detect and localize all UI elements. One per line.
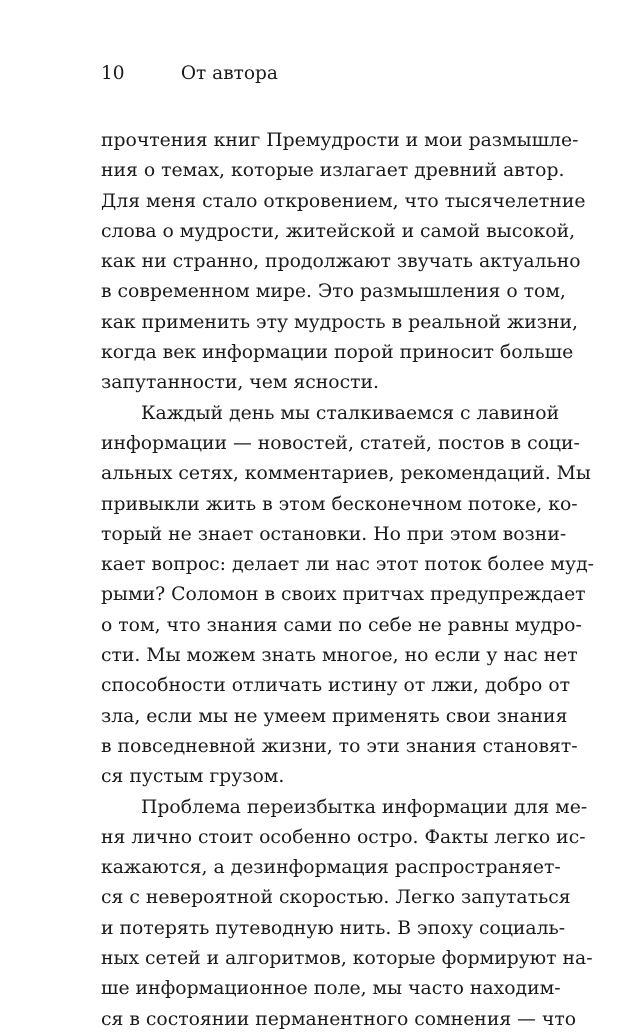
- text-line: в современном мире. Это размышления о том,: [101, 281, 566, 303]
- text-line: ся в состоянии перманентного сомнения — что: [101, 1008, 577, 1030]
- text-line: Каждый день мы сталкиваемся с лавиной: [141, 402, 560, 424]
- text-line: ся пустым грузом.: [101, 766, 285, 788]
- text-line: когда век информации порой приносит больше: [101, 342, 574, 364]
- text-line: кажаются, а дезинформация распространяет-: [101, 857, 561, 879]
- text-line: информации — новостей, статей, постов в соци-: [101, 432, 580, 454]
- text-line: торый не знает остановки. Но при этом возни-: [101, 523, 567, 545]
- text-line: Для меня стало откровением, что тысячелетние: [101, 190, 586, 212]
- text-line: как применить эту мудрость в реальной жизни,: [101, 311, 579, 333]
- text-line: ня лично стоит особенно остро. Факты легко ис-: [101, 826, 586, 848]
- text-line: привыкли жить в этом бесконечном потоке, ко-: [101, 493, 578, 515]
- text-line: ше информационное поле, мы часто находим-: [101, 978, 561, 1000]
- section-title: От автора: [180, 63, 278, 84]
- text-line: способности отличать истину от лжи, добро от: [101, 675, 571, 697]
- text-line: запутанности, чем ясности.: [101, 372, 380, 394]
- text-line: и потерять путеводную нить. В эпоху социаль-: [101, 917, 566, 939]
- text-line: кает вопрос: делает ли нас этот поток более муд-: [101, 554, 594, 576]
- running-head: [101, 60, 278, 88]
- text-line: альных сетях, комментариев, рекомендаций. Мы: [101, 463, 591, 485]
- text-line: ния о темах, которые излагает древний автор.: [101, 160, 565, 182]
- text-line: рыми? Соломон в своих притчах предупреждает: [101, 584, 586, 606]
- text-line: о том, что знания сами по себе не равны мудро-: [101, 614, 582, 636]
- text-line: ся с невероятной скоростью. Легко запутаться: [101, 887, 571, 909]
- text-line: как ни странно, продолжают звучать актуально: [101, 251, 581, 273]
- text-line: зла, если мы не умеем применять свои знания: [101, 705, 568, 727]
- text-line: Проблема переизбытка информации для ме-: [141, 796, 588, 818]
- body-text: [101, 126, 594, 1035]
- text-line: прочтения книг Премудрости и мои размышле-: [101, 130, 579, 151]
- page-number: 10: [101, 63, 125, 84]
- text-line: сти. Мы можем знать многое, но если у нас нет: [101, 645, 578, 667]
- text-line: слова о мудрости, житейской и самой высокой,: [101, 220, 576, 242]
- text-line: ных сетей и алгоритмов, которые формируют на-: [101, 948, 593, 970]
- text-line: в повседневной жизни, то эти знания становят-: [101, 735, 578, 757]
